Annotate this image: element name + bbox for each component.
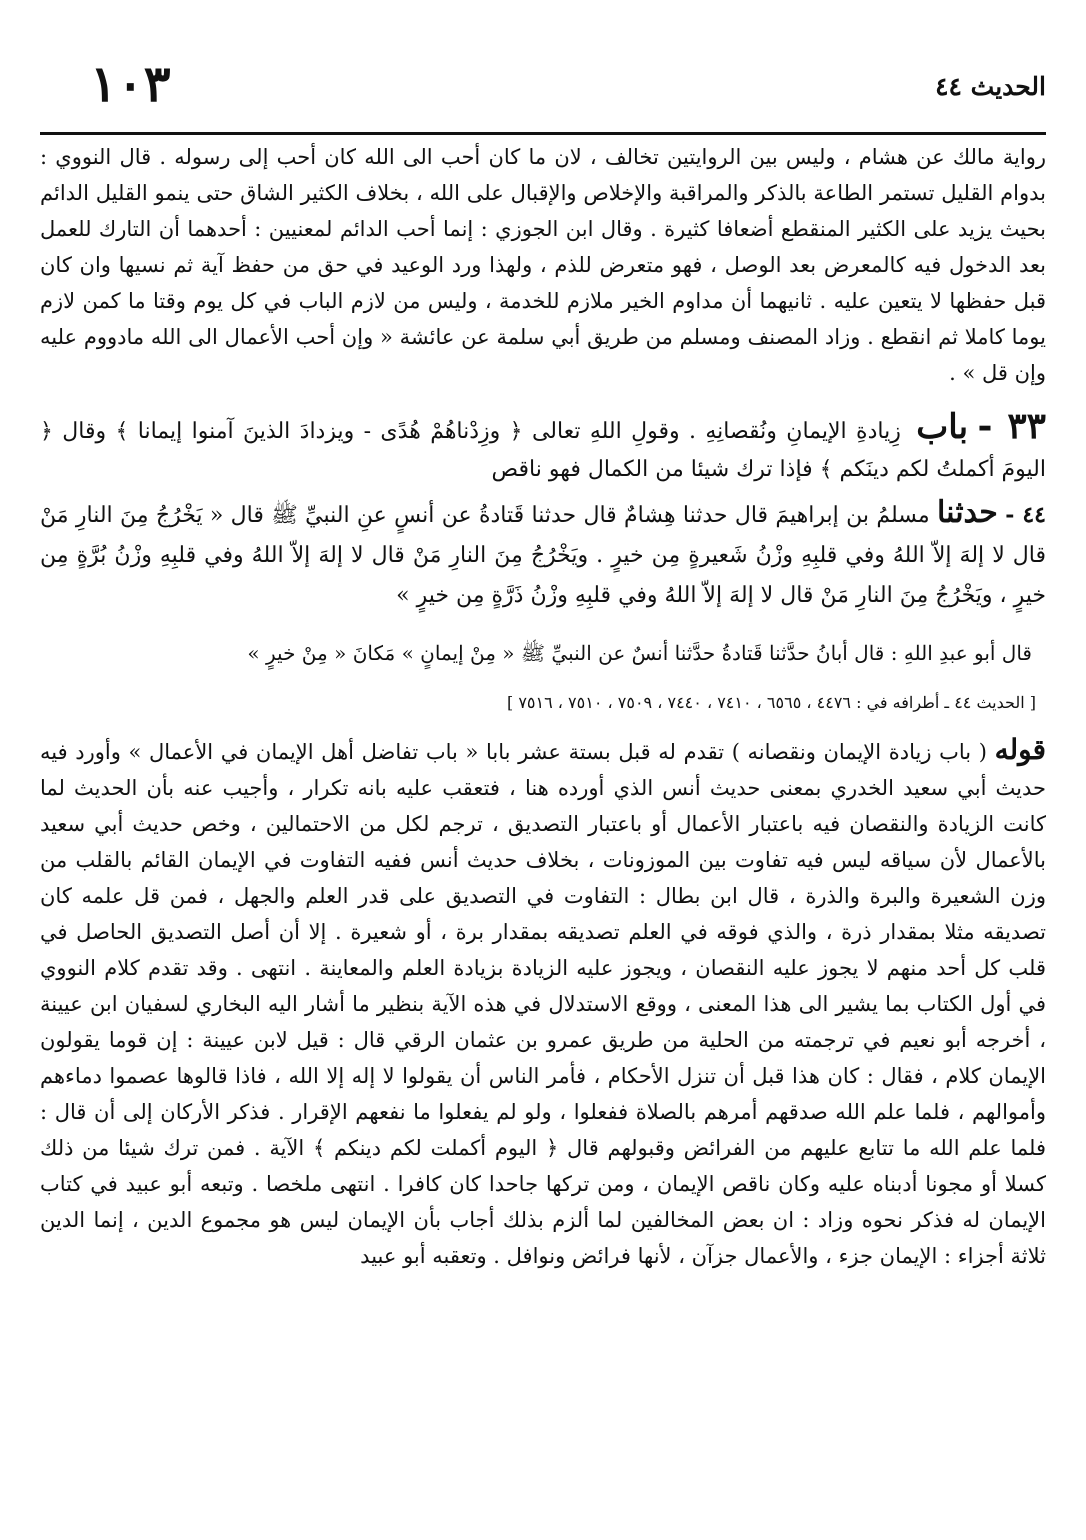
chapter-title: زِيادةِ الإيمانِ ونُقصانِهِ . وقولِ اللهِ تعالى ﴿ وزِدْناهُمْ هُدًى - ويزدادَ الذينَ آمنوا إيمانا ﴾ وقال ﴿ اليومَ أكملتُ لكم دينَكم ﴾ فإذا ترك شيئا من الكمال فهو ناقص: [40, 419, 1046, 482]
hadith-block: [40, 493, 1046, 616]
hadith-cross-references: [ الحديث ٤٤ ـ أطرافه في : ٤٤٧٦ ، ٦٥٦٥ ، ٧٤١٠ ، ٧٤٤٠ ، ٧٥٠٩ ، ٧٥١٠ ، ٧٥١٦ ]: [507, 693, 1036, 712]
book-page: [40, 54, 1047, 1510]
hadith-opening-word: حدثنا: [937, 495, 998, 530]
commentary-continued: رواية مالك عن هشام ، وليس بين الروايتين تخالف ، لان ما كان أحب الى الله كان أحب إلى رسوله . قال النووي : بدوام القليل تستمر الطاعة بالذكر والمراقبة والإخلاص والإقبال على الله ، بخلاف الكثير الشاق حتى ينمو القليل الدائم بحيث يزيد على الكثير المنقطع أضعافا كثيرة . وقال ابن الجوزي : إنما أحب الدائم لمعنيين : أحدهما أن التارك للعمل بعد الدخول فيه كالمعرض بعد الوصل ، فهو متعرض للذم ، ولهذا ورد الوعيد في حق من حفظ آية ثم نسيها وان كان قبل حفظها لا يتعين عليه . ثانيهما أن مداوم الخير ملازم للخدمة ، وليس من لازم الباب في كل يوم وقتا ما كمن لازم يوما كاملا ثم انقطع . وزاد المصنف ومسلم من طريق أبي سلمة عن عائشة « وإن أحب الأعمال الى الله مادووم عليه وإن قل » .: [40, 145, 1046, 385]
running-head: الحديث ٤٤: [935, 72, 1046, 101]
commentary-lead-word: قوله: [994, 733, 1046, 766]
page-number: ١٠٣: [90, 54, 171, 113]
chapter-heading: [40, 407, 1046, 489]
hadith-number: ٤٤ -: [1005, 502, 1046, 528]
commentary-text: ( باب زيادة الإيمان ونقصانه ) تقدم له قبل بستة عشر بابا « باب تفاضل أهل الإيمان في الأعمال » وأورد فيه حديث أبي سعيد الخدري بمعنى حديث أنس الذي أورده هنا ، فتعقب عليه بانه تكرار ، وأجيب عنه بأن الحديث لما كانت الزيادة والنقصان فيه باعتبار الأعمال أو باعتبار التصديق ، ترجم لكل من الاحتمالين ، وخص حديث أبي سعيد بالأعمال لأن سياقه ليس فيه تفاوت بين الموزونات ، بخلاف حديث أنس ففيه التفاوت في الإيمان القائم بالقلب من وزن الشعيرة والبرة والذرة ، قال ابن بطال : التفاوت في التصديق على قدر العلم والجهل ، فمن قل علمه كان تصديقه مثلا بمقدار ذرة ، والذي فوقه في العلم تصديقه بمقدار برة ، أو شعيرة . إلا أن أصل التصديق الحاصل في قلب كل أحد منهم لا يجوز عليه النقصان ، ويجوز عليه الزيادة بزيادة العلم والمعاينة . انتهى . وقد تقدم كلام النووي في أول الكتاب بما يشير الى هذا المعنى ، ووقع الاستدلال في هذه الآية بنظير ما أشار اليه البخاري لسفيان ابن عيينة ، أخرجه أبو نعيم في ترجمته من الحلية من طريق عمرو بن عثمان الرقي قال : قيل لابن عيينة : إن قوما يقولون الإيمان كلام ، فقال : كان هذا قبل أن تنزل الأحكام ، فأمر الناس أن يقولوا لا إله إلا الله ، فاذا قالوها عصموا دماءهم وأموالهم ، فلما علم الله صدقهم أمرهم بالصلاة ففعلوا ، ولو لم يفعلوا ما نفعهم الإقرار . فذكر الأركان إلى أن قال : فلما علم الله ما تتابع عليهم من الفرائض وقبولهم قال ﴿ اليوم أكملت لكم دينكم ﴾ الآية . فمن ترك شيئا من ذلك كسلا أو مجونا أدبناه عليه وكان ناقص الإيمان ، ومن تركها جاحدا كان كافرا . انتهى ملخصا . وتبعه أبو عبيد في كتاب الإيمان له فذكر نحوه وزاد : ان بعض المخالفين لما ألزم بذلك أجاب بأن الإيمان ليس هو مجموع الدين ، إنما الدين ثلاثة أجزاء : الإيمان جزء ، والأعمال جزآن ، لأنها فرائض ونوافل . وتعقبه أبو عبيد: [40, 740, 1047, 1268]
hadith-text: مسلمُ بن إبراهيمَ قال حدثنا هِشامٌ قال حدثنا قَتادةُ عن أنسٍ عنِ النبيِّ ﷺ قال « يَخْرُجُ مِنَ النارِ مَنْ قال لا إلهَ إلاّ اللهُ وفي قلبِهِ وزْنُ شَعيرةٍ مِن خيرٍ . ويَخْرُجُ مِنَ النارِ مَنْ قال لا إلهَ إلاّ اللهُ وفي قلبِهِ وزْنُ بُرَّةٍ مِن خيرٍ ، ويَخْرُجُ مِنَ النارِ مَنْ قال لا إلهَ إلاّ اللهُ وفي قلبِهِ وزْنُ ذَرَّةٍ مِن خيرٍ »: [40, 503, 1046, 608]
chapter-number: ٣٣ -: [977, 405, 1046, 447]
chapter-word: باب: [916, 407, 969, 447]
commentary: [40, 732, 1046, 1274]
hadith-addendum: قال أبو عبدِ اللهِ : قال أبانُ حدَّثنا قَتادةُ حدَّثنا أنسٌ عن النبيِّ ﷺ « مِنْ إيمانٍ » مَكانَ « مِنْ خيرٍ »: [247, 641, 1032, 665]
page-header: [40, 54, 1046, 135]
